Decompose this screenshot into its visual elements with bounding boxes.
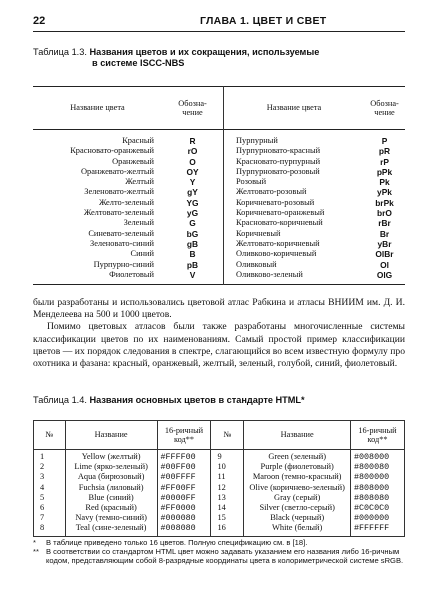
body-paragraph-2: Помимо цветовых атласов были также разработаны многочисленные системы классификации цветов по их наименованиям. Самый простой пример классификации цветов — их порядок следования в спектре, слагающийся во всем известную формулу про охотника и фазана: красный, оранжевый, желтый, зеленый, голубой, синий, фиолетовый. — [33, 321, 405, 370]
t2-header-hex-2-line-2: код** — [367, 435, 388, 444]
t1-cell-name-2: Пурпурновато-красный — [224, 146, 365, 156]
t1-cell-abbr: R — [189, 136, 196, 146]
t2-header-hex-2 — [350, 421, 404, 450]
t1-cell-abbr: gB — [186, 238, 199, 249]
t1-cell-name-2: Оливково-зеленый — [224, 270, 365, 285]
t1-cell-name-2: Пурпурновато-розовый — [224, 167, 365, 177]
t1-cell-abbr-2: yBr — [377, 238, 392, 249]
body-text — [33, 297, 405, 370]
footnote-2 — [33, 547, 405, 565]
t1-cell-name: Синий — [130, 249, 154, 259]
t1-cell-abbr: V — [189, 269, 196, 280]
t2-cell-hex: #FF0000 — [157, 503, 211, 513]
t2-header-hex-line-1: 16-ричный — [164, 425, 204, 435]
t2-cell-hex-2: #800000 — [350, 472, 404, 482]
table-1-row — [33, 270, 405, 285]
body-paragraph-1: были разработаны и использовались цветовой атлас Рабкина и атласы ВНИИМ им. Д. И. Менделеева на 500 и 1000 цветов. — [33, 297, 405, 321]
t1-header-abbr-line-1: Обозна- — [178, 98, 207, 108]
t1-cell-name: Желтый — [125, 177, 154, 187]
t2-cell-name: Navy (темно-синий) — [65, 513, 157, 523]
footnotes — [33, 538, 405, 565]
t2-cell-num: 5 — [34, 493, 66, 503]
t1-cell-name: Оранжевато-желтый — [80, 166, 154, 176]
t1-cell-name: Оранжевый — [112, 156, 154, 166]
running-head: ГЛАВА 1. ЦВЕТ И СВЕТ — [200, 15, 327, 27]
table-2-row — [34, 493, 405, 503]
t1-cell-abbr-2: yPk — [377, 187, 392, 198]
t1-cell-name: Зеленый — [123, 218, 154, 228]
table-1-row — [33, 229, 405, 239]
t2-cell-name-2: Purple (фиолетовый) — [244, 462, 351, 472]
t2-cell-hex: #FF00FF — [157, 483, 211, 493]
t2-cell-hex-2: #808080 — [350, 493, 404, 503]
t2-cell-name: Aqua (бирюзовый) — [65, 472, 157, 482]
t1-header-abbr — [162, 87, 224, 130]
table-1-title-line-1: Названия цветов и их сокращения, используемые — [89, 47, 320, 57]
t2-cell-hex: #00FFFF — [157, 472, 211, 482]
table-2-row — [34, 503, 405, 513]
table-1-row — [33, 198, 405, 208]
table-2-row — [34, 472, 405, 482]
table-1-row — [33, 260, 405, 270]
table-2-header-row — [34, 421, 405, 450]
table-2-row — [34, 483, 405, 493]
table-1-row — [33, 177, 405, 187]
t1-cell-name: Красный — [122, 136, 154, 145]
t2-cell-num: 7 — [34, 513, 66, 523]
t2-header-name: Название — [65, 421, 157, 450]
t1-cell-abbr-2: rBr — [378, 218, 391, 229]
t1-cell-name-2: Оливковый — [224, 260, 365, 270]
t1-cell-name-2: Желтовато-коричневый — [224, 239, 365, 249]
t2-cell-name: Fuchsia (лиловый) — [65, 483, 157, 493]
table-1-row — [33, 187, 405, 197]
t1-cell-name-2: Оливково-коричневый — [224, 249, 365, 259]
table-1-row — [33, 249, 405, 259]
table-1-row — [33, 130, 405, 147]
table-2-row — [34, 513, 405, 523]
t1-cell-name-2: Розовый — [224, 177, 365, 187]
t2-cell-name-2: Gray (серый) — [244, 493, 351, 503]
t2-cell-num-2: 13 — [211, 493, 244, 503]
t2-cell-name-2: White (белый) — [244, 523, 351, 536]
table-2-row — [34, 523, 405, 536]
t1-cell-abbr-2: rP — [380, 156, 389, 167]
t1-cell-name: Пурпурно-синий — [93, 259, 154, 269]
footnote-1-mark: * — [33, 538, 36, 547]
table-2-row — [34, 450, 405, 463]
t1-header-abbr-2 — [364, 87, 405, 130]
t1-cell-abbr-2: Ol — [380, 259, 389, 270]
t1-cell-name: Красновато-оранжевый — [70, 146, 154, 156]
t2-cell-num-2: 9 — [211, 450, 244, 463]
t2-cell-hex-2: #000000 — [350, 513, 404, 523]
table-2-row — [34, 462, 405, 472]
t2-cell-num: 6 — [34, 503, 66, 513]
t1-cell-name: Желтовато-зеленый — [83, 208, 154, 218]
t1-cell-name-2: Коричневато-оранжевый — [224, 208, 365, 218]
table-2-body — [34, 450, 405, 537]
t1-cell-abbr-2: pPk — [376, 166, 393, 177]
t2-cell-name-2: Olive (коричнево-зеленый) — [244, 483, 351, 493]
t2-header-num: № — [34, 421, 66, 450]
table-1 — [33, 86, 405, 285]
footnote-2-mark: ** — [33, 547, 39, 556]
table-1-header-row — [33, 87, 405, 130]
t1-cell-name: Желто-зеленый — [98, 197, 154, 207]
t1-cell-abbr: O — [189, 156, 196, 167]
t1-header-abbr-2-line-2: чение — [374, 108, 395, 117]
t2-cell-hex-2: #800080 — [350, 462, 404, 472]
t2-cell-name-2: Maroon (темно-красный) — [244, 472, 351, 482]
t1-cell-name-2: Желтовато-розовый — [224, 187, 365, 197]
table-1-title-line-2: в системе ISCC-NBS — [92, 58, 185, 68]
t1-cell-name: Фиолетовый — [109, 269, 154, 279]
t2-cell-name: Yellow (желтый) — [65, 450, 157, 463]
t1-cell-abbr: Y — [189, 177, 196, 188]
t1-cell-name: Синевато-зеленый — [88, 228, 154, 238]
t1-cell-abbr-2: brPk — [375, 197, 394, 208]
table-2-title: Названия основных цветов в стандарте HTML* — [89, 395, 305, 405]
table-1-caption — [33, 47, 393, 69]
t2-header-name-2: Название — [244, 421, 351, 450]
t2-cell-hex: #FFFF00 — [157, 450, 211, 463]
t2-cell-name-2: Black (черный) — [244, 513, 351, 523]
t2-cell-hex-2: #008000 — [350, 450, 404, 463]
t1-cell-abbr-2: pR — [378, 146, 391, 157]
table-2-caption — [33, 395, 393, 406]
t2-cell-hex: #00FF00 — [157, 462, 211, 472]
t1-cell-abbr: B — [189, 249, 196, 260]
table-2-label: Таблица 1.4. — [33, 395, 87, 405]
t1-header-name-2: Название цвета — [224, 87, 365, 130]
t2-cell-name: Teal (сине-зеленый) — [65, 523, 157, 536]
t2-cell-num-2: 12 — [211, 483, 244, 493]
t1-header-abbr-2-line-1: Обозна- — [370, 98, 399, 108]
t2-cell-name: Blue (синий) — [65, 493, 157, 503]
t2-header-num-2: № — [211, 421, 244, 450]
t1-cell-abbr: rO — [187, 146, 198, 157]
t2-header-hex-line-2: код** — [173, 435, 194, 444]
t2-cell-num-2: 10 — [211, 462, 244, 472]
t2-header-hex-2-line-1: 16-ричный — [358, 425, 397, 435]
t2-cell-hex-2: #FFFFFF — [350, 523, 404, 536]
t1-cell-abbr: OY — [186, 166, 199, 177]
table-1-row — [33, 167, 405, 177]
t2-cell-num-2: 16 — [211, 523, 244, 536]
table-1-row — [33, 208, 405, 218]
t2-cell-num-2: 11 — [211, 472, 244, 482]
t1-cell-abbr: bG — [186, 228, 199, 239]
t1-cell-name-2: Коричневый — [224, 229, 365, 239]
t2-cell-hex: #0000FF — [157, 493, 211, 503]
t2-cell-num: 8 — [34, 523, 66, 536]
table-2 — [33, 420, 405, 537]
t1-cell-abbr-2: OlBr — [375, 249, 394, 260]
t2-cell-num: 4 — [34, 483, 66, 493]
t2-cell-num: 3 — [34, 472, 66, 482]
t1-cell-abbr: gY — [187, 187, 198, 198]
t1-cell-abbr: pB — [186, 259, 199, 270]
t2-cell-name-2: Green (зеленый) — [244, 450, 351, 463]
t1-cell-name-2: Коричневато-розовый — [224, 198, 365, 208]
t2-cell-hex: #000080 — [157, 513, 211, 523]
page-number: 22 — [33, 15, 46, 27]
t2-cell-hex-2: #808000 — [350, 483, 404, 493]
t2-cell-hex-2: #C0C0C0 — [350, 503, 404, 513]
table-1-row — [33, 239, 405, 249]
t1-cell-name: Зеленовато-синий — [90, 238, 154, 248]
t1-cell-name: Зеленовато-желтый — [84, 187, 154, 197]
footnote-1-text: В таблице приведено только 16 цветов. Полную спецификацию см. в [18]. — [46, 538, 308, 547]
t1-cell-name-2: Красновато-пурпурный — [224, 157, 365, 167]
t2-cell-num: 1 — [34, 450, 66, 463]
t2-cell-num-2: 15 — [211, 513, 244, 523]
t1-cell-abbr: yG — [186, 208, 199, 219]
t1-cell-abbr-2: Br — [379, 228, 390, 239]
table-1-label: Таблица 1.3. — [33, 47, 87, 57]
t2-cell-name: Lime (ярко-зеленый) — [65, 462, 157, 472]
footnote-1 — [33, 538, 405, 547]
t1-header-abbr-line-2: чение — [182, 108, 203, 117]
footnote-2-text: В соответствии со стандартом HTML цвет можно задавать указанием его названия либо 16-ричным кодом, представляющим собой 8-разрядные координаты цвета в колориметрической системе sRGB. — [46, 547, 404, 565]
t1-cell-abbr: G — [189, 218, 196, 229]
t1-cell-abbr-2: P — [381, 136, 388, 146]
t1-cell-name-2: Пурпурный — [224, 130, 365, 147]
t1-header-name: Название цвета — [70, 103, 125, 113]
table-1-row — [33, 157, 405, 167]
header-rule — [33, 31, 405, 32]
t2-cell-name: Red (красный) — [65, 503, 157, 513]
t2-header-hex — [157, 421, 211, 450]
table-1-body — [33, 130, 405, 285]
t1-cell-abbr-2: brO — [377, 208, 392, 219]
t2-cell-hex: #008080 — [157, 523, 211, 536]
t1-cell-abbr: YG — [186, 197, 199, 208]
table-1-row — [33, 218, 405, 228]
t2-cell-name-2: Silver (светло-серый) — [244, 503, 351, 513]
t2-cell-num-2: 14 — [211, 503, 244, 513]
t2-cell-num: 2 — [34, 462, 66, 472]
table-1-row — [33, 146, 405, 156]
t1-cell-name-2: Красновато-коричневый — [224, 218, 365, 228]
t1-cell-abbr-2: Pk — [379, 177, 390, 188]
t1-cell-abbr-2: OlG — [376, 269, 393, 280]
